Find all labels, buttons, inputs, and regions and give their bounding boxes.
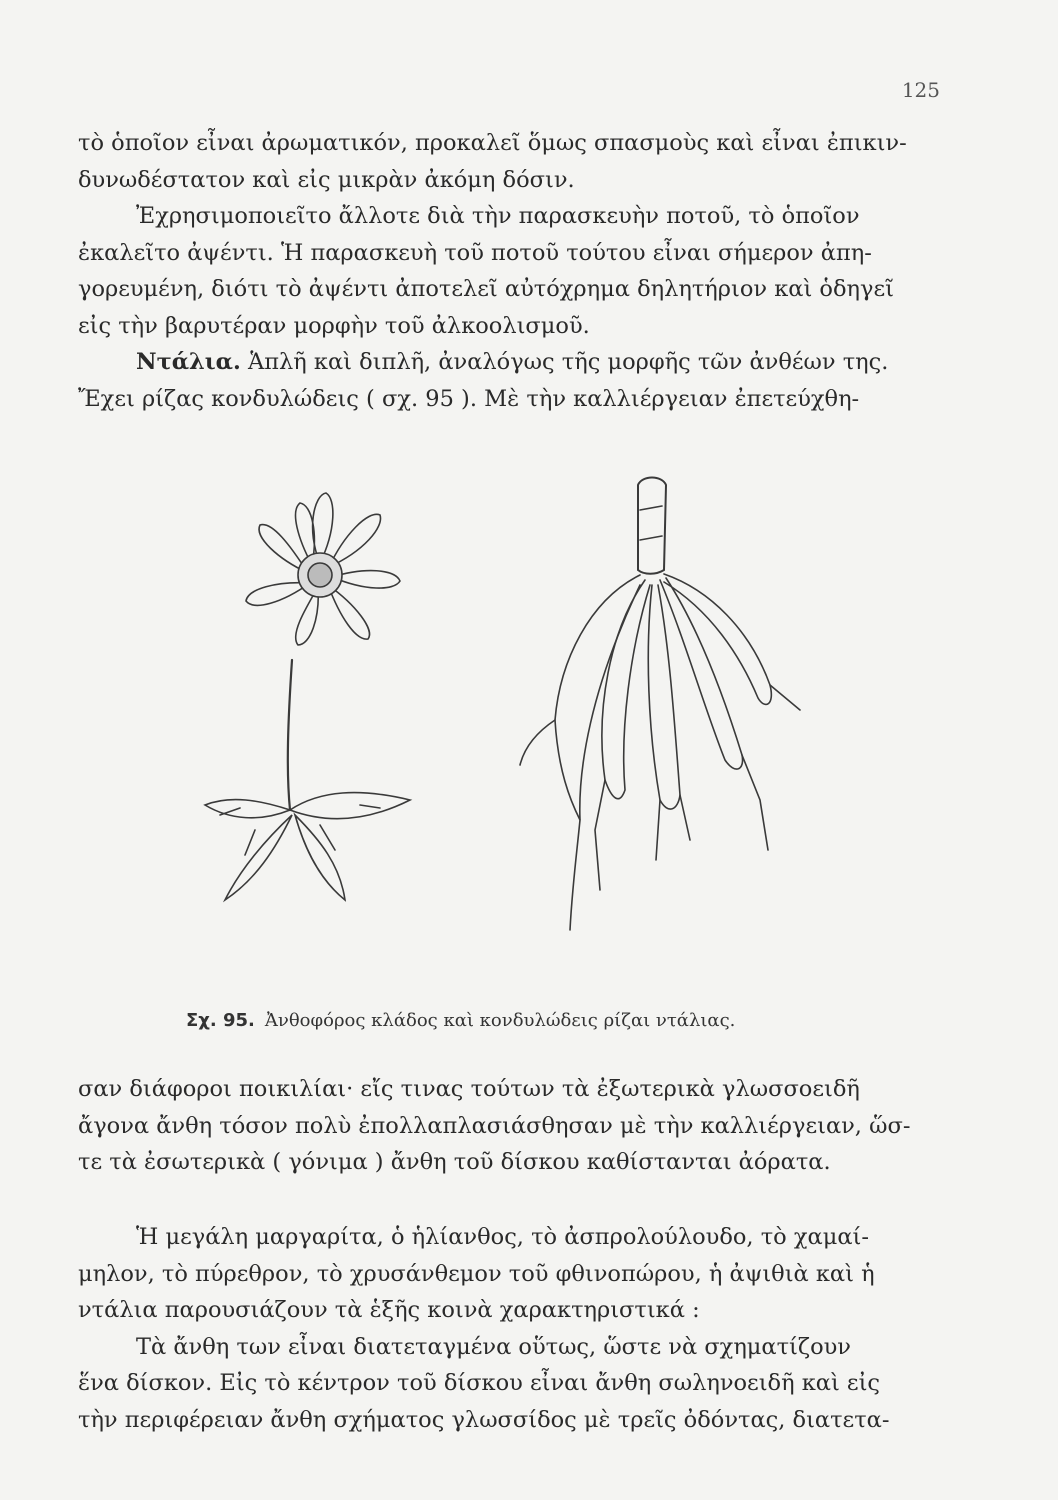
paragraph-5 xyxy=(78,1219,948,1329)
text-line: ἐκαλεῖτο ἀψέντι. Ἡ παρασκευὴ τοῦ ποτοῦ τούτου εἶναι σήμερον ἀπη- xyxy=(78,239,872,266)
text-line: τὴν περιφέρειαν ἄνθη σχήματος γλωσσίδος μὲ τρεῖς ὀδόντας, διατετα- xyxy=(78,1406,890,1433)
text-line: μηλον, τὸ πύρεθρον, τὸ χρυσάνθεμον τοῦ φθινοπώρου, ἡ ἀψιθιὰ καὶ ἡ xyxy=(78,1260,875,1287)
paragraph-4 xyxy=(78,1071,948,1181)
paragraph-1 xyxy=(78,125,948,198)
text-line: δυνωδέστατον καὶ εἰς μικρὰν ἀκόμη δόσιν. xyxy=(78,166,575,193)
flower-head-drawing xyxy=(246,493,400,645)
text-line: Ἡ μεγάλη μαργαρίτα, ὁ ἡλίανθος, τὸ ἀσπρολούλουδο, τὸ χαμαί- xyxy=(136,1224,869,1250)
text-line: Ἐχρησιμοποιεῖτο ἄλλοτε διὰ τὴν παρασκευὴν ποτοῦ, τὸ ὁποῖον xyxy=(136,203,860,229)
figure-caption xyxy=(186,1010,735,1031)
paragraph-6 xyxy=(78,1329,948,1439)
text-line: Τὰ ἄνθη των εἶναι διατεταγμένα οὕτως, ὥστε νὰ σχηματίζουν xyxy=(136,1333,851,1360)
text-line: σαν διάφοροι ποικιλίαι· εἴς τινας τούτων τὰ ἐξωτερικὰ γλωσσοειδῆ xyxy=(78,1076,860,1102)
top-text-block xyxy=(78,125,948,417)
paragraph-2 xyxy=(78,198,948,344)
bottom-text-block xyxy=(78,1219,948,1438)
dahlia-illustration xyxy=(180,470,880,980)
paragraph-3 xyxy=(78,344,948,417)
middle-text-block xyxy=(78,1071,948,1181)
tuber-roots-drawing xyxy=(520,478,800,931)
text-line: ντάλια παρουσιάζουν τὰ ἑξῆς κοινὰ χαρακτηριστικά : xyxy=(78,1297,700,1323)
text-line: Ἔχει ρίζας κονδυλώδεις ( σχ. 95 ). Μὲ τὴν καλλιέργειαν ἐπετεύχθη- xyxy=(78,385,860,412)
text-line: ἄγονα ἄνθη τόσον πολὺ ἐπολλαπλασιάσθησαν μὲ τὴν καλλιέργειαν, ὥσ- xyxy=(78,1112,911,1139)
text-line: γορευμένη, διότι τὸ ἀψέντι ἀποτελεῖ αὐτόχρημα δηλητήριον καὶ ὁδηγεῖ xyxy=(78,276,894,302)
text-line: εἰς τὴν βαρυτέραν μορφὴν τοῦ ἀλκοολισμοῦ. xyxy=(78,312,590,339)
figure-label: Σχ. 95. xyxy=(186,1010,255,1031)
caption-text: Ἀνθοφόρος κλάδος καὶ κονδυλώδεις ρίζαι ντάλιας. xyxy=(264,1010,736,1031)
leaves-drawing xyxy=(205,793,410,900)
text-line: τὸ ὁποῖον εἶναι ἀρωματικόν, προκαλεῖ ὅμως σπασμοὺς καὶ εἶναι ἐπικιν- xyxy=(78,130,907,156)
text-line: τε τὰ ἐσωτερικὰ ( γόνιμα ) ἄνθη τοῦ δίσκου καθίστανται ἀόρατα. xyxy=(78,1149,831,1175)
heading-line-text: Ἁπλῆ καὶ διπλῆ, ἀναλόγως τῆς μορφῆς τῶν ἀνθέων της. xyxy=(248,349,889,375)
text-line xyxy=(78,344,948,381)
text-line: ἕνα δίσκον. Εἰς τὸ κέντρον τοῦ δίσκου εἶναι ἄνθη σωληνοειδῆ καὶ εἰς xyxy=(78,1370,881,1396)
section-heading: Ντάλια. xyxy=(136,349,241,375)
page-number: 125 xyxy=(901,78,940,102)
